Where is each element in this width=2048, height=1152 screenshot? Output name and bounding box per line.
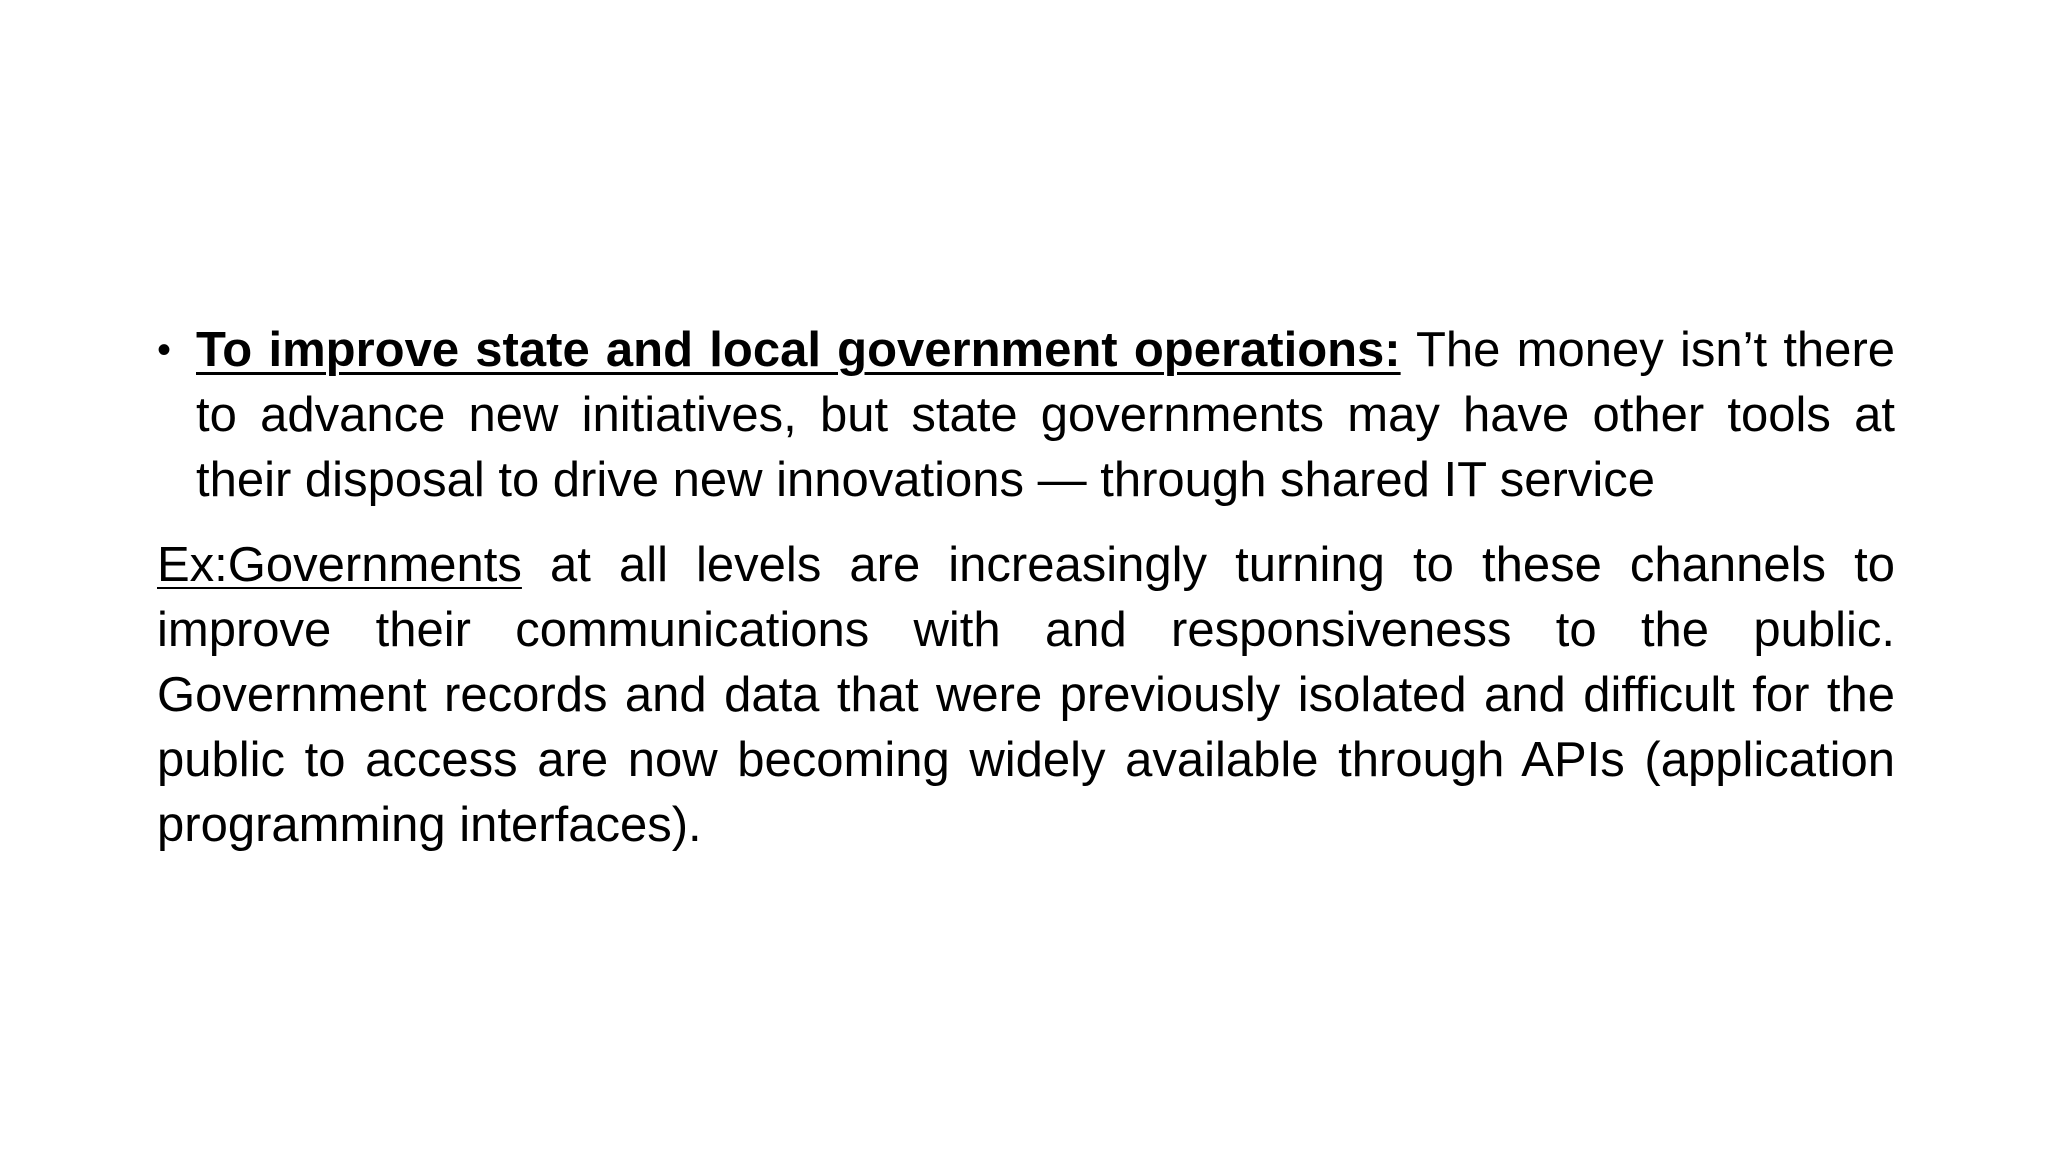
- example-label: Ex:Governments: [157, 538, 522, 592]
- bullet-heading: To improve state and local government operations:: [196, 323, 1401, 377]
- example-text: at all levels are increasingly turning to these channels to improve their communications with and responsiveness to the public. Government records and data that were previously isolated and difficult for the public to access are now becoming widely available through APIs (application programming interfaces).: [157, 538, 1895, 852]
- bullet-item: [157, 318, 1895, 513]
- bullet-text: The money isn’t there to advance new initiatives, but state governments may have other tools at their disposal to drive new innovations — through shared IT service: [196, 323, 1896, 507]
- bullet-marker: •: [157, 328, 172, 372]
- example-paragraph: [157, 533, 1895, 858]
- slide-body: [157, 318, 1895, 858]
